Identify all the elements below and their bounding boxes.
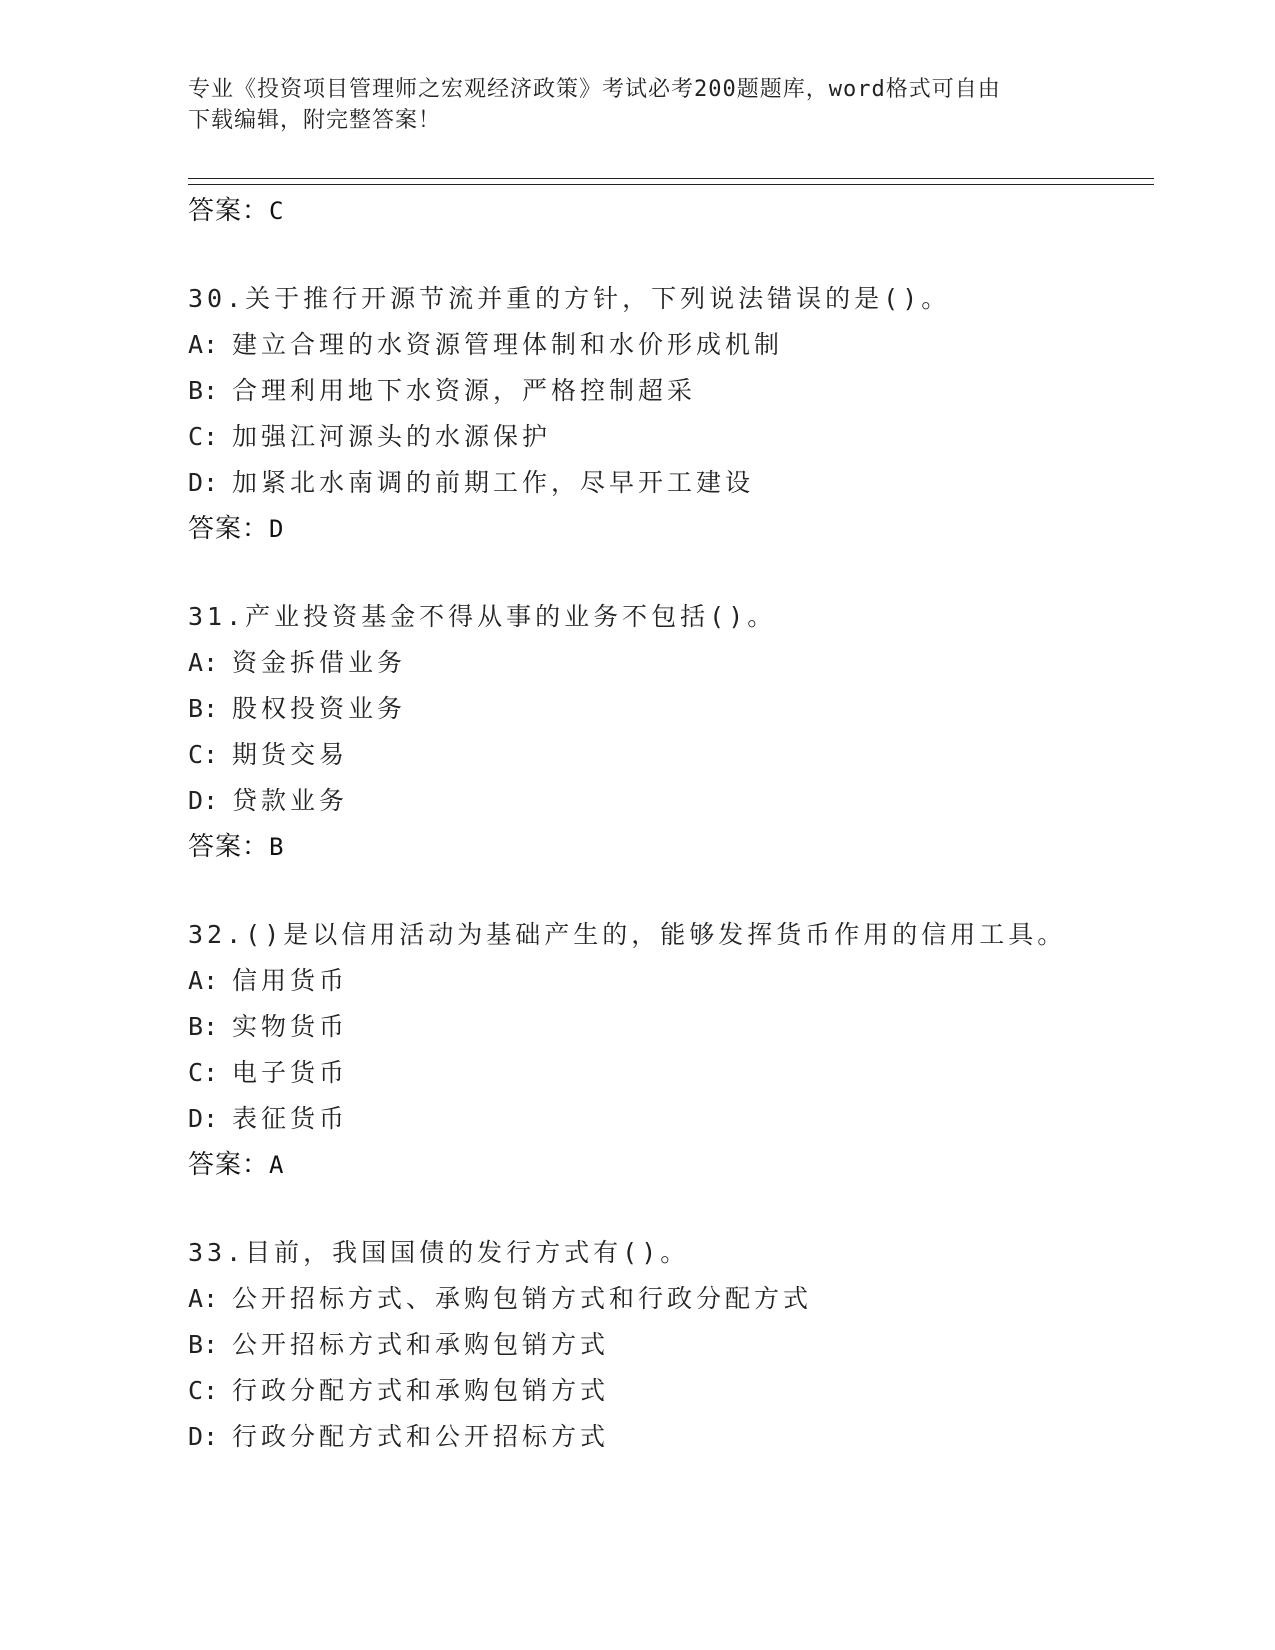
- option-text: 加强江河源头的水源保护: [232, 422, 552, 451]
- option-key: B:: [188, 1012, 219, 1041]
- answer-line: [188, 188, 1148, 234]
- header-line-2: 下载编辑，附完整答案！: [188, 108, 442, 133]
- option-text: 公开招标方式、承购包销方式和行政分配方式: [232, 1284, 813, 1313]
- option-b: [188, 686, 1148, 732]
- question-block: [188, 912, 1148, 1188]
- question-gap: [188, 1188, 1148, 1230]
- question-text: 32.()是以信用活动为基础产生的，能够发挥货币作用的信用工具。: [188, 920, 1067, 949]
- header-divider-top: [188, 178, 1154, 179]
- option-text: 建立合理的水资源管理体制和水价形成机制: [232, 330, 784, 359]
- question-gap: [188, 234, 1148, 276]
- answer-value: C: [269, 197, 285, 225]
- option-b: [188, 368, 1148, 414]
- option-key: C:: [188, 1058, 219, 1087]
- option-c: [188, 1368, 1148, 1414]
- question-block: [188, 1230, 1148, 1460]
- option-key: C:: [188, 422, 219, 451]
- question-block: [188, 276, 1148, 552]
- option-key: A:: [188, 330, 219, 359]
- option-key: D:: [188, 1422, 219, 1451]
- answer-line: [188, 506, 1148, 552]
- option-key: A:: [188, 1284, 219, 1313]
- answer-label: 答案：: [188, 196, 270, 226]
- option-key: B:: [188, 376, 219, 405]
- option-a: [188, 1276, 1148, 1322]
- question-text: 33.目前，我国国债的发行方式有()。: [188, 1238, 690, 1267]
- option-key: B:: [188, 694, 219, 723]
- answer-label: 答案：: [188, 832, 270, 862]
- option-c: [188, 414, 1148, 460]
- answer-label: 答案：: [188, 514, 270, 544]
- option-a: [188, 640, 1148, 686]
- option-text: 行政分配方式和承购包销方式: [232, 1376, 610, 1405]
- question-text: 30.关于推行开源节流并重的方针，下列说法错误的是()。: [188, 284, 951, 313]
- option-text: 实物货币: [232, 1012, 349, 1041]
- option-key: B:: [188, 1330, 219, 1359]
- answer-value: B: [269, 833, 285, 861]
- option-key: A:: [188, 648, 219, 677]
- question-gap: [188, 870, 1148, 912]
- answer-line: [188, 1142, 1148, 1188]
- option-text: 电子货币: [232, 1058, 349, 1087]
- option-text: 表征货币: [232, 1104, 349, 1133]
- header-divider-bottom: [188, 184, 1154, 185]
- answer-line: [188, 824, 1148, 870]
- option-b: [188, 1004, 1148, 1050]
- option-d: [188, 1414, 1148, 1460]
- option-text: 行政分配方式和公开招标方式: [232, 1422, 610, 1451]
- option-key: D:: [188, 468, 219, 497]
- option-text: 股权投资业务: [232, 694, 407, 723]
- header-line-1: 专业《投资项目管理师之宏观经济政策》考试必考200题题库，word格式可自由: [188, 77, 1001, 102]
- option-a: [188, 958, 1148, 1004]
- option-text: 信用货币: [232, 966, 349, 995]
- document-header: [188, 74, 1088, 136]
- answer-value: A: [269, 1151, 285, 1179]
- option-d: [188, 460, 1148, 506]
- option-key: D:: [188, 786, 219, 815]
- option-text: 公开招标方式和承购包销方式: [232, 1330, 610, 1359]
- option-b: [188, 1322, 1148, 1368]
- question-text: 31.产业投资基金不得从事的业务不包括()。: [188, 602, 777, 631]
- answer-label: 答案：: [188, 1150, 270, 1180]
- option-c: [188, 1050, 1148, 1096]
- option-text: 资金拆借业务: [232, 648, 407, 677]
- option-key: D:: [188, 1104, 219, 1133]
- option-text: 期货交易: [232, 740, 349, 769]
- option-text: 贷款业务: [232, 786, 349, 815]
- answer-value: D: [269, 515, 285, 543]
- option-text: 合理利用地下水资源，严格控制超采: [232, 376, 697, 405]
- option-text: 加紧北水南调的前期工作，尽早开工建设: [232, 468, 755, 497]
- option-key: C:: [188, 740, 219, 769]
- option-d: [188, 778, 1148, 824]
- option-c: [188, 732, 1148, 778]
- option-d: [188, 1096, 1148, 1142]
- option-key: C:: [188, 1376, 219, 1405]
- option-key: A:: [188, 966, 219, 995]
- question-block: [188, 594, 1148, 870]
- question-gap: [188, 552, 1148, 594]
- question-list: [188, 188, 1148, 1460]
- option-a: [188, 322, 1148, 368]
